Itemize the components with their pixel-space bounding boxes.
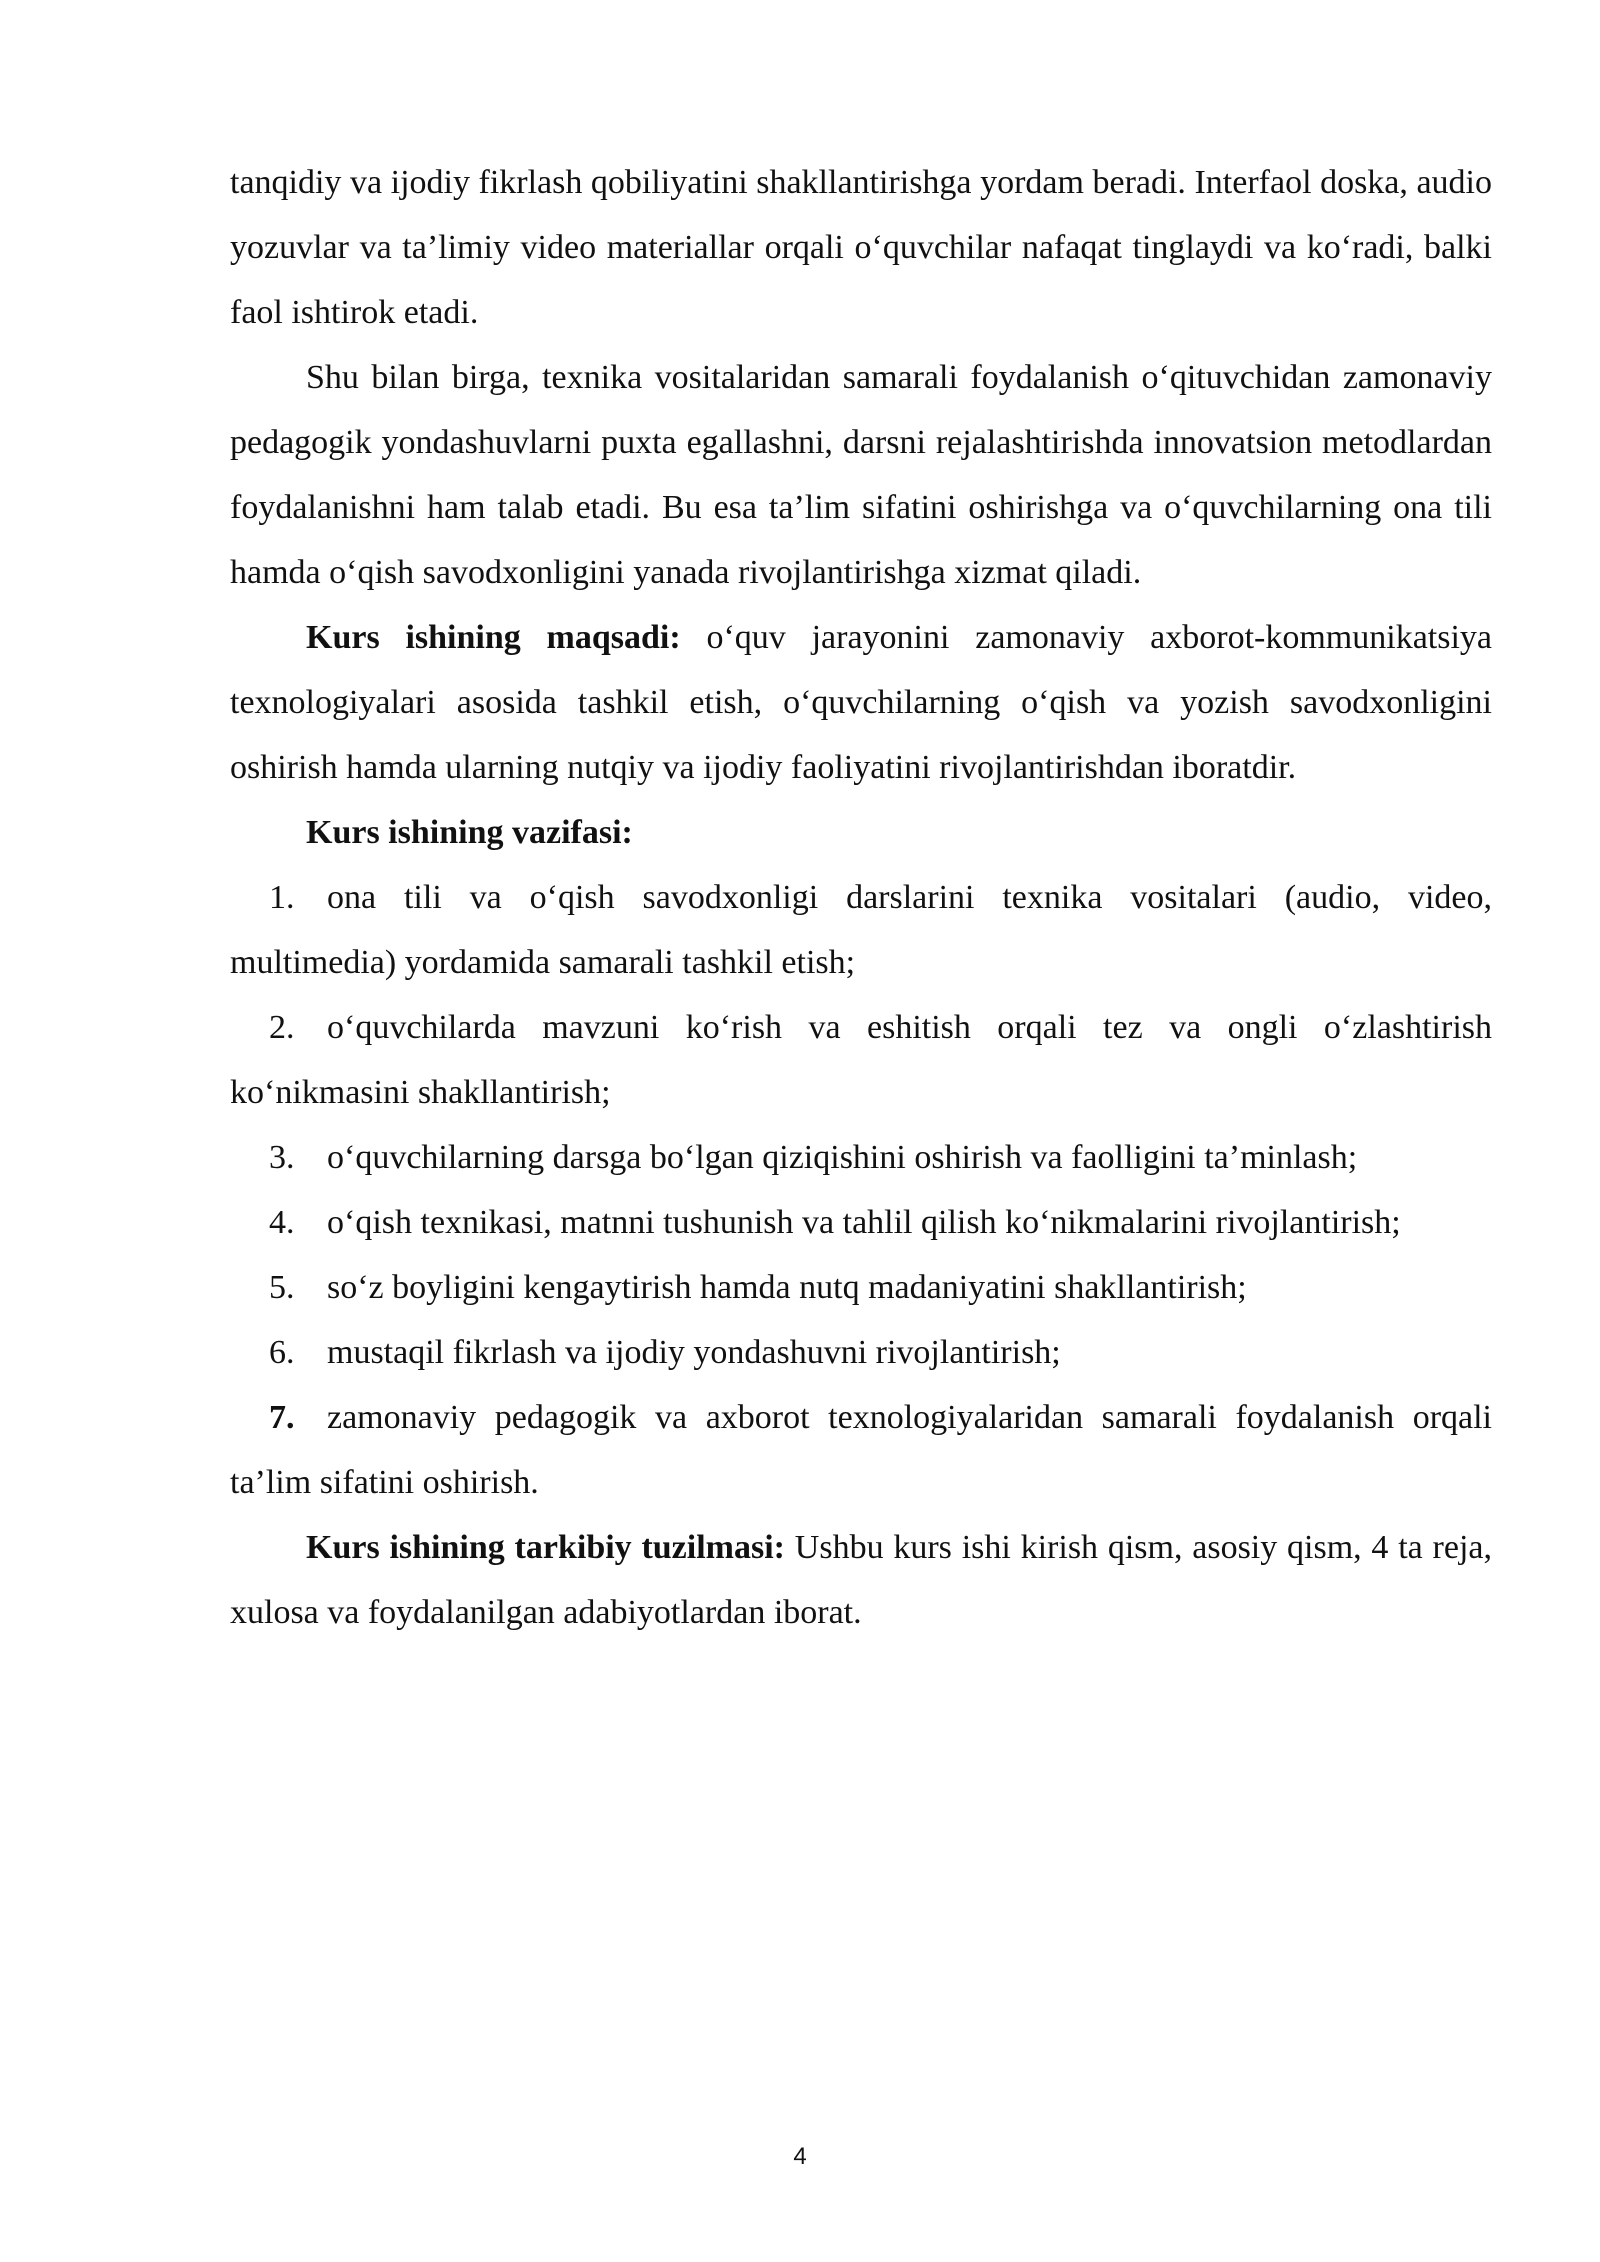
task-item-1 — [230, 865, 1492, 995]
task-number: 2. — [269, 1009, 295, 1046]
task-text: so‘z boyligini kengaytirish hamda nutq madaniyatini shakllantirish; — [327, 1269, 1247, 1306]
goal-paragraph — [230, 605, 1492, 800]
task-number: 5. — [269, 1269, 295, 1306]
task-item-4 — [230, 1190, 1492, 1255]
task-number: 6. — [269, 1334, 295, 1371]
structure-label: Kurs ishining tarkibiy tuzilmasi: — [306, 1529, 785, 1566]
task-number: 4. — [269, 1204, 295, 1241]
structure-text: Ushbu kurs ishi kirish qism, asosiy qism, 4 ta reja, xulosa va foydalanilgan adabiyotlardan iborat. — [230, 1529, 1492, 1631]
task-text: ona tili va o‘qish savodxonligi darslarini texnika vositalari (audio, video, multimedia) yordamida samarali tashkil etish; — [230, 879, 1492, 981]
task-text: mustaqil fikrlash va ijodiy yondashuvni rivojlantirish; — [327, 1334, 1061, 1371]
task-text: o‘quvchilarda mavzuni ko‘rish va eshitish orqali tez va ongli o‘zlashtirish ko‘nikmasini shakllantirish; — [230, 1009, 1492, 1111]
task-number: 1. — [269, 879, 295, 916]
task-text: o‘quvchilarning darsga bo‘lgan qiziqishini oshirish va faolligini ta’minlash; — [327, 1139, 1358, 1176]
task-item-2 — [230, 995, 1492, 1125]
goal-label: Kurs ishining maqsadi: — [306, 619, 681, 656]
structure-paragraph — [230, 1515, 1492, 1645]
document-page — [230, 150, 1492, 1645]
task-text: zamonaviy pedagogik va axborot texnologiyalaridan samarali foydalanish orqali ta’lim sifatini oshirish. — [230, 1399, 1492, 1501]
intro-continuation-paragraph: tanqidiy va ijodiy fikrlash qobiliyatini shakllantirishga yordam beradi. Interfaol doska, audio yozuvlar va ta’limiy video materiallar orqali o‘quvchilar nafaqat tinglaydi va ko‘radi, balki faol ishtirok etadi. — [230, 164, 1492, 331]
task-item-7 — [230, 1385, 1492, 1515]
task-item-6 — [230, 1320, 1492, 1385]
task-number: 7. — [269, 1399, 295, 1436]
goal-text: o‘quv jarayonini zamonaviy axborot-kommunikatsiya texnologiyalari asosida tashkil etish, o‘quvchilarning o‘qish va yozish savodxonligini oshirish hamda ularning nutqiy va ijodiy faoliyatini rivojlantirishdan iboratdir. — [230, 619, 1493, 786]
techniques-paragraph: Shu bilan birga, texnika vositalaridan samarali foydalanish o‘qituvchidan zamonaviy pedagogik yondashuvlarni puxta egallashni, darsni rejalashtirishda innovatsion metodlardan foydalanishni ham talab etadi. Bu esa ta’lim sifatini oshirishga va o‘quvchilarning ona tili hamda o‘qish savodxonligini yanada rivojlantirishga xizmat qiladi. — [230, 359, 1492, 591]
page-number: 4 — [793, 2143, 807, 2170]
task-number: 3. — [269, 1139, 295, 1176]
task-item-5 — [230, 1255, 1492, 1320]
tasks-heading — [230, 800, 1492, 865]
task-item-3 — [230, 1125, 1492, 1190]
tasks-heading-label: Kurs ishining vazifasi: — [306, 814, 633, 851]
task-text: o‘qish texnikasi, matnni tushunish va tahlil qilish ko‘nikmalarini rivojlantirish; — [327, 1204, 1401, 1241]
